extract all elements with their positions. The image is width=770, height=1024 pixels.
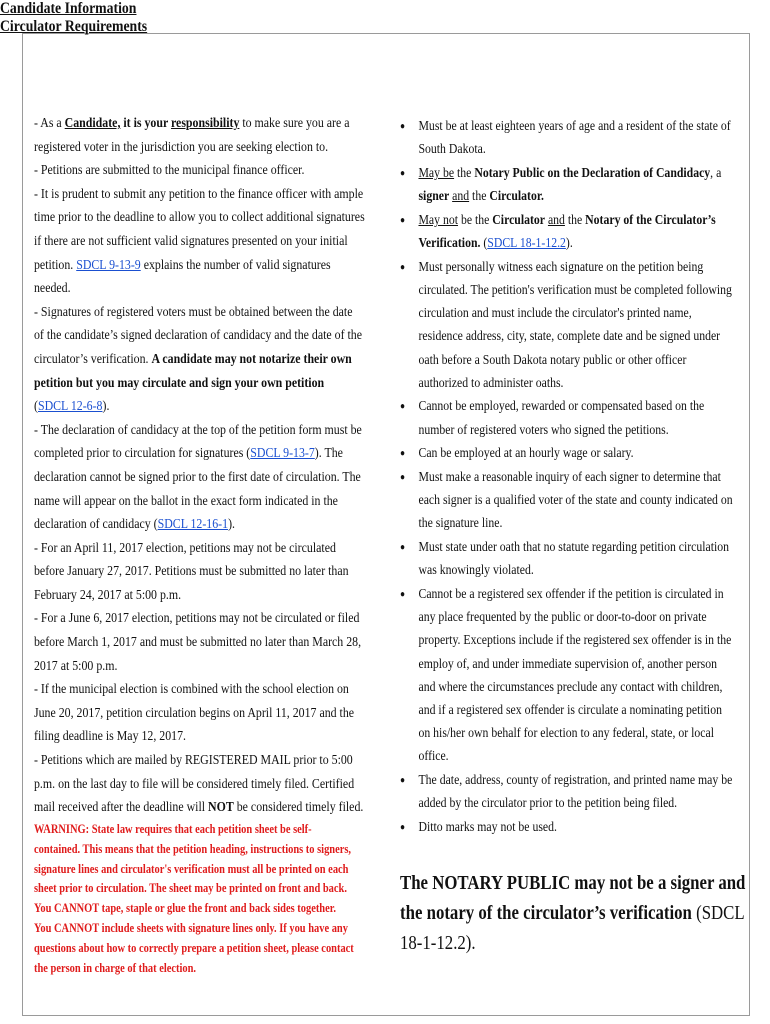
p8-line3: filing deadline is May 12, 2017. xyxy=(34,729,187,745)
sdcl-9-13-9-link[interactable]: SDCL 9-13-9 xyxy=(76,257,141,273)
list-item: ● Can be employed at an hourly wage or salary. xyxy=(400,442,736,465)
notary-line1: The NOTARY PUBLIC may not be a signer and xyxy=(400,872,746,894)
bullet-icon: ● xyxy=(400,261,406,273)
p2-line: - Petitions are submitted to the municipal finance officer. xyxy=(34,163,305,179)
p5-line2: completed prior to circulation for signatures (SDCL 9-13-7). The xyxy=(34,446,343,462)
sdcl-18-1-12-2-link[interactable]: SDCL 18-1-12.2 xyxy=(487,236,566,252)
bullet-icon: ● xyxy=(400,167,406,179)
warning-notice xyxy=(34,820,368,978)
p5-line4: name will appear on the ballot in the exact form indicated in the xyxy=(34,493,338,509)
p4-line1: - Signatures of registered voters must be obtained between the date xyxy=(34,304,353,320)
list-item: ● The date, address, county of registration, and printed name may be added by the circulator prior to the petition being filed. xyxy=(400,769,736,815)
p5-line1: - The declaration of candidacy at the top of the petition form must be xyxy=(34,422,362,438)
p3-line4: petition. SDCL 9-13-9 explains the number of valid signatures xyxy=(34,257,331,273)
list-item: ● Must be at least eighteen years of age and a resident of the state of South Dakota. xyxy=(400,115,736,161)
p7-line2: before March 1, 2017 and must be submitted no later than March 28, xyxy=(34,635,362,651)
notary-line3: 18-1-12.2). xyxy=(400,932,476,954)
p3-line5: needed. xyxy=(34,281,71,297)
list-item: ● Cannot be a registered sex offender if the petition is circulated in any place frequented by the public or door-to-door on private property. Exceptions include if the registered sex offender is in the employ of, and under immediate supervision of, another person and where the circumstances preclude any contact with children, and if a registered sex offender is circulate a nominating petition on his/her own behalf for election to any federal, state, or local office. xyxy=(400,583,736,769)
p6-line2: before January 27, 2017. Petitions must be submitted no later than xyxy=(34,564,349,580)
list-item: ● May not be the Circulator and the Notary of the Circulator’s Verification. (SDCL 18-1-12.2). xyxy=(400,209,736,255)
warning-line: You CANNOT tape, staple or glue the front and back sides together. xyxy=(34,901,337,916)
bullet-icon: ● xyxy=(400,472,406,484)
bullet-icon: ● xyxy=(400,121,406,132)
p4-line4: petition but you may circulate and sign your own petition xyxy=(34,375,325,391)
p6-line1: - For an April 11, 2017 election, petitions may not be circulated xyxy=(34,540,336,556)
p7-line1: - For a June 6, 2017 election, petitions may not be circulated or filed xyxy=(34,611,360,627)
list-item: ● Must personally witness each signature on the petition being circulated. The petition's verification must be completed following circulation and must include the circulator's printed name, residence address, city, state, complete date and be signed under oath before a South Dakota notary public or other officer authorized to administer oaths. xyxy=(400,256,736,395)
p8-line2: June 20, 2017, petition circulation begins on April 11, 2017 and the xyxy=(34,705,355,721)
p8-line1: - If the municipal election is combined with the school election on xyxy=(34,682,349,698)
bullet-icon: ● xyxy=(400,542,406,554)
p7-line3: 2017 at 5:00 p.m. xyxy=(34,658,118,674)
p9-line1: - Petitions which are mailed by REGISTERED MAIL prior to 5:00 xyxy=(34,753,353,769)
bullet-icon: ● xyxy=(400,448,406,460)
warning-line: You CANNOT include sheets with signature lines only. If you have any xyxy=(34,920,348,935)
p3-line3: if there are not sufficient valid signatures presented on your initial xyxy=(34,233,348,249)
bullet-icon: ● xyxy=(400,822,406,834)
sdcl-12-16-1-link[interactable]: SDCL 12-16-1 xyxy=(157,517,229,533)
warning-line: signature lines and circulator's verification must all be printed on each xyxy=(34,861,349,876)
bullet-icon: ● xyxy=(400,589,406,601)
p3-line2: time prior to the deadline to allow you to collect additional signatures xyxy=(34,210,365,226)
warning-line: sheet prior to circulation. The sheet may be printed on front and back. xyxy=(34,881,347,896)
bullet-icon: ● xyxy=(400,775,406,787)
notary-public-notice xyxy=(400,868,753,958)
p5-line5: declaration of candidacy (SDCL 12-16-1). xyxy=(34,517,236,533)
p9-line3: mail received after the deadline will NOT be considered timely filed. xyxy=(34,800,364,816)
p4-line5: (SDCL 12-6-8). xyxy=(34,399,110,415)
circulator-requirements-heading: Circulator Requirements xyxy=(0,18,148,35)
warning-line: contained. This means that the petition heading, instructions to signers, xyxy=(34,841,352,856)
p4-line2: of the candidate’s signed declaration of candidacy and the date of the xyxy=(34,328,363,344)
p1-line2: registered voter in the jurisdiction you are seeking election to. xyxy=(34,139,329,155)
warning-line: WARNING: State law requires that each petition sheet be self- xyxy=(34,822,312,836)
list-item: ● Must state under oath that no statute regarding petition circulation was knowingly violated. xyxy=(400,536,736,582)
candidate-info-text xyxy=(34,112,365,820)
list-item: ● May be the Notary Public on the Declaration of Candidacy, a signer and the Circulator. xyxy=(400,162,736,208)
candidate-information-heading: Candidate Information xyxy=(0,0,137,17)
bullet-icon: ● xyxy=(400,401,406,413)
warning-line: the person in charge of that election. xyxy=(34,960,197,975)
warning-line: questions about how to correctly prepare a petition sheet, please contact xyxy=(34,940,354,955)
sdcl-9-13-7-link[interactable]: SDCL 9-13-7 xyxy=(250,446,315,462)
p4-line3: circulator’s verification. A candidate may not notarize their own xyxy=(34,351,352,367)
bullet-icon: ● xyxy=(400,214,406,226)
list-item: ● Must make a reasonable inquiry of each signer to determine that each signer is a qualified voter of the state and county indicated on the signature line. xyxy=(400,466,736,536)
p9-line2: p.m. on the last day to file will be considered timely filed. Certified xyxy=(34,776,355,792)
p6-line3: February 24, 2017 at 5:00 p.m. xyxy=(34,587,182,603)
list-item: ● Cannot be employed, rewarded or compensated based on the number of registered voters who signed the petitions. xyxy=(400,395,736,441)
p1-line1: - As a Candidate, it is your responsibility to make sure you are a xyxy=(34,116,350,131)
p3-line1: - It is prudent to submit any petition to the finance officer with ample xyxy=(34,186,364,202)
p5-line3: declaration cannot be signed prior to the first date of circulation. The xyxy=(34,469,361,485)
notary-line2: the notary of the circulator’s verification (SDCL xyxy=(400,902,745,924)
sdcl-12-6-8-link[interactable]: SDCL 12-6-8 xyxy=(37,399,103,415)
circulator-requirements-list xyxy=(400,115,736,840)
list-item: ● Ditto marks may not be used. xyxy=(400,816,736,839)
